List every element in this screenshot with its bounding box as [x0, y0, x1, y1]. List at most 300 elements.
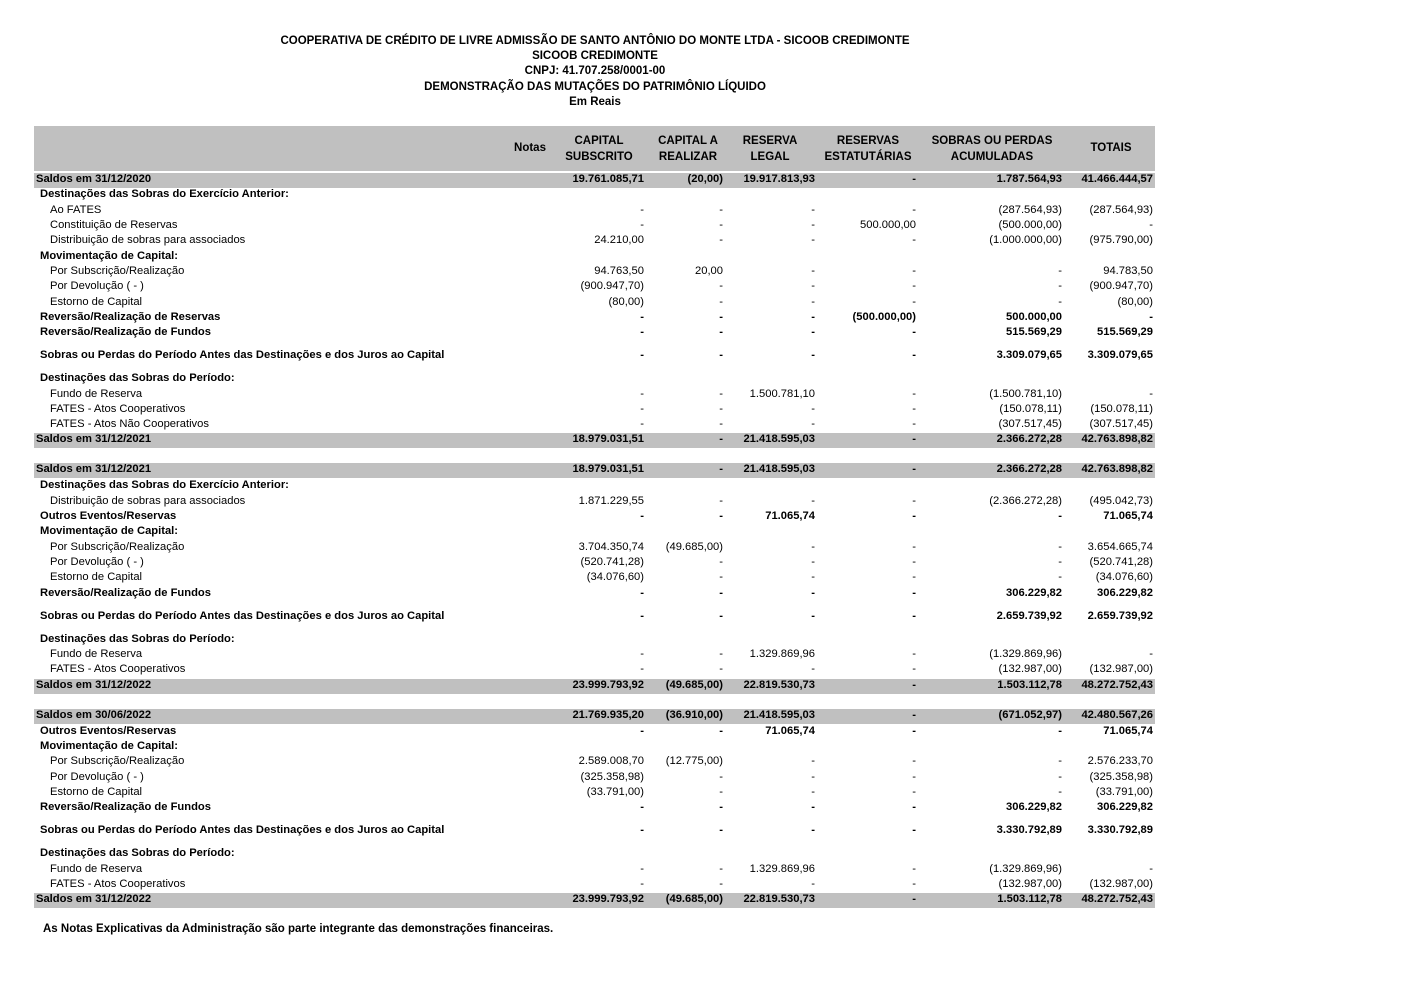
col-notas: Notas — [514, 142, 546, 154]
cell-totais: 71.065,74 — [1103, 510, 1153, 522]
row-label: Ao FATES — [50, 204, 102, 216]
cell-sobras-acumuladas: - — [1058, 786, 1062, 798]
cell-capital-subscrito: (80,00) — [608, 296, 644, 308]
cell-sobras-acumuladas: 515.569,29 — [1006, 326, 1062, 338]
cell-reservas-estatutarias: - — [912, 571, 916, 583]
cell-totais: (80,00) — [1117, 296, 1153, 308]
table-row — [34, 403, 1155, 417]
cell-reserva-legal: - — [811, 786, 815, 798]
cell-reservas-estatutarias: - — [912, 556, 916, 568]
cell-capital-subscrito: (325.358,98) — [580, 771, 644, 783]
cell-capital-a-realizar: - — [719, 234, 723, 246]
col-capital-subscrito-l1: CAPITAL — [574, 135, 624, 147]
cell-capital-a-realizar: - — [719, 349, 723, 361]
cnpj: CNPJ: 41.707.258/0001-00 — [524, 65, 666, 77]
cell-reservas-estatutarias: - — [912, 204, 916, 216]
col-totais: TOTAIS — [1090, 142, 1132, 154]
cell-reservas-estatutarias: - — [912, 433, 916, 445]
table-row — [34, 587, 1155, 601]
cell-reserva-legal: 71.065,74 — [765, 510, 815, 522]
cell-sobras-acumuladas: 2.366.272,28 — [996, 463, 1062, 475]
cell-reservas-estatutarias: - — [912, 824, 916, 836]
cell-reserva-legal: - — [811, 824, 815, 836]
cell-capital-a-realizar: - — [719, 280, 723, 292]
row-label: FATES - Atos Cooperativos — [50, 663, 186, 675]
table-row — [34, 296, 1155, 310]
row-label: Destinações das Sobras do Exercício Anterior: — [40, 188, 289, 200]
cell-sobras-acumuladas: 306.229,82 — [1006, 801, 1062, 813]
row-label: FATES - Atos Cooperativos — [50, 878, 186, 890]
cell-reservas-estatutarias: - — [912, 863, 916, 875]
cell-sobras-acumuladas: 1.787.564,93 — [996, 173, 1062, 185]
balance-row — [34, 893, 1155, 908]
statement-title: DEMONSTRAÇÃO DAS MUTAÇÕES DO PATRIMÔNIO LÍQUIDO — [424, 81, 766, 93]
cell-capital-subscrito: - — [640, 219, 644, 231]
cell-capital-a-realizar: - — [719, 388, 723, 400]
cell-totais: (307.517,45) — [1089, 418, 1153, 430]
balance-row — [34, 173, 1155, 188]
table-row — [34, 250, 1155, 264]
row-label: Movimentação de Capital: — [40, 525, 179, 537]
cell-totais: 306.229,82 — [1097, 587, 1153, 599]
cell-reservas-estatutarias: - — [912, 878, 916, 890]
cell-reserva-legal: - — [811, 771, 815, 783]
row-label: Fundo de Reserva — [50, 648, 143, 660]
cell-sobras-acumuladas: (2.366.272,28) — [989, 495, 1062, 507]
short-name: SICOOB CREDIMONTE — [532, 50, 658, 62]
cell-sobras-acumuladas: 1.503.112,78 — [997, 893, 1062, 905]
cell-reservas-estatutarias: (500.000,00) — [852, 311, 916, 323]
row-label: Saldos em 31/12/2021 — [36, 433, 152, 445]
cell-capital-a-realizar: (20,00) — [687, 173, 723, 185]
cell-sobras-acumuladas: (132.987,00) — [998, 663, 1062, 675]
table-row — [34, 525, 1155, 539]
cell-capital-a-realizar: - — [719, 326, 723, 338]
table-row — [34, 541, 1155, 555]
cell-sobras-acumuladas: (671.052,97) — [998, 709, 1062, 721]
cell-totais: 2.659.739,92 — [1087, 610, 1153, 622]
cell-reservas-estatutarias: - — [912, 786, 916, 798]
cell-reserva-legal: 1.329.869,96 — [749, 863, 815, 875]
footnote: As Notas Explicativas da Administração são parte integrante das demonstrações financeiras. — [43, 923, 554, 935]
cell-reservas-estatutarias: - — [912, 755, 916, 767]
cell-capital-a-realizar: - — [719, 648, 723, 660]
cell-capital-subscrito: - — [640, 878, 644, 890]
cell-capital-a-realizar: - — [719, 418, 723, 430]
cell-sobras-acumuladas: 500.000,00 — [1006, 311, 1062, 323]
cell-sobras-acumuladas: (500.000,00) — [998, 219, 1062, 231]
row-label: Saldos em 31/12/2022 — [36, 893, 152, 905]
cell-totais: (33.791,00) — [1095, 786, 1153, 798]
cell-sobras-acumuladas: (1.329.869,96) — [989, 863, 1062, 875]
cell-reservas-estatutarias: - — [912, 265, 916, 277]
row-label: Estorno de Capital — [50, 296, 143, 308]
cell-reserva-legal: - — [811, 663, 815, 675]
table-row — [34, 740, 1155, 754]
cell-reservas-estatutarias: - — [912, 587, 916, 599]
cell-capital-subscrito: - — [640, 663, 644, 675]
col-reserva-legal — [730, 134, 810, 165]
cell-reservas-estatutarias: - — [912, 173, 916, 185]
cell-totais: (900.947,70) — [1089, 280, 1153, 292]
cell-capital-a-realizar: - — [719, 204, 723, 216]
cell-sobras-acumuladas: (287.564,93) — [998, 204, 1062, 216]
cell-capital-a-realizar: - — [719, 510, 723, 522]
table-row — [34, 878, 1155, 892]
cell-capital-subscrito: 21.769.935,20 — [572, 709, 644, 721]
table-row — [34, 479, 1155, 493]
row-label: Reversão/Realização de Fundos — [40, 801, 211, 813]
table-row — [34, 418, 1155, 432]
cell-reservas-estatutarias: - — [912, 403, 916, 415]
cell-totais: 41.466.444,57 — [1081, 173, 1153, 185]
cell-capital-subscrito: 23.999.793,92 — [572, 679, 644, 691]
cell-capital-a-realizar: - — [719, 824, 723, 836]
cell-totais: 48.272.752,43 — [1081, 679, 1153, 691]
cell-sobras-acumuladas: (150.078,11) — [999, 403, 1062, 415]
cell-totais: 42.763.898,82 — [1081, 433, 1153, 445]
cell-reserva-legal: 22.819.530,73 — [743, 893, 815, 905]
row-label: Outros Eventos/Reservas — [40, 725, 177, 737]
cell-reserva-legal: - — [811, 418, 815, 430]
cell-totais: 3.309.079,65 — [1087, 349, 1153, 361]
cell-reserva-legal: 19.917.813,93 — [743, 173, 815, 185]
row-label: Distribuição de sobras para associados — [50, 495, 246, 507]
cell-reserva-legal: - — [811, 296, 815, 308]
cell-capital-subscrito: - — [640, 349, 644, 361]
cell-sobras-acumuladas: - — [1058, 755, 1062, 767]
table-row — [34, 786, 1155, 800]
cell-totais: (325.358,98) — [1089, 771, 1153, 783]
cell-capital-a-realizar: - — [719, 786, 723, 798]
cell-capital-subscrito: - — [640, 418, 644, 430]
cell-capital-subscrito: - — [640, 326, 644, 338]
cell-reserva-legal: 1.500.781,10 — [749, 388, 815, 400]
table-row — [34, 188, 1155, 202]
cell-reservas-estatutarias: - — [912, 801, 916, 813]
col-sobras — [922, 134, 1062, 165]
cell-reserva-legal: - — [811, 349, 815, 361]
cell-reservas-estatutarias: - — [912, 725, 916, 737]
row-label: Outros Eventos/Reservas — [40, 510, 177, 522]
col-capital-subscrito — [552, 134, 646, 165]
cell-capital-subscrito: (900.947,70) — [580, 280, 644, 292]
table-row — [34, 388, 1155, 402]
cell-totais: (287.564,93) — [1089, 204, 1153, 216]
cell-reserva-legal: - — [811, 403, 815, 415]
cell-sobras-acumuladas: 3.309.079,65 — [996, 349, 1062, 361]
row-label: Sobras ou Perdas do Período Antes das Destinações e dos Juros ao Capital — [40, 824, 445, 836]
currency-unit: Em Reais — [569, 96, 621, 108]
cell-capital-a-realizar: - — [719, 219, 723, 231]
cell-sobras-acumuladas: 3.330.792,89 — [996, 824, 1062, 836]
cell-capital-subscrito: - — [640, 510, 644, 522]
cell-capital-subscrito: 3.704.350,74 — [578, 541, 644, 553]
cell-reserva-legal: - — [811, 541, 815, 553]
cell-sobras-acumuladas: - — [1058, 771, 1062, 783]
col-capital-a-realizar-l2: REALIZAR — [658, 150, 718, 163]
cell-reserva-legal: 22.819.530,73 — [743, 679, 815, 691]
cell-totais: - — [1149, 311, 1153, 323]
cell-capital-a-realizar: - — [719, 403, 723, 415]
cell-capital-subscrito: 18.979.031,51 — [572, 463, 644, 475]
row-label: Fundo de Reserva — [50, 388, 143, 400]
col-capital-a-realizar — [646, 134, 730, 165]
cell-reservas-estatutarias: - — [912, 495, 916, 507]
cell-totais: (132.987,00) — [1089, 878, 1153, 890]
row-label: Reversão/Realização de Fundos — [40, 326, 211, 338]
cell-capital-subscrito: - — [640, 311, 644, 323]
table-row — [34, 801, 1155, 815]
cell-capital-subscrito: - — [640, 388, 644, 400]
cell-capital-subscrito: - — [640, 801, 644, 813]
row-label: Por Devolução ( - ) — [50, 280, 144, 292]
balance-row — [34, 433, 1155, 448]
cell-totais: (150.078,11) — [1090, 403, 1153, 415]
cell-reservas-estatutarias: - — [912, 280, 916, 292]
cell-capital-subscrito: 18.979.031,51 — [572, 433, 644, 445]
cell-sobras-acumuladas: - — [1058, 265, 1062, 277]
cell-sobras-acumuladas: (1.500.781,10) — [989, 388, 1062, 400]
row-label: Fundo de Reserva — [50, 863, 143, 875]
row-label: Destinações das Sobras do Período: — [40, 847, 235, 859]
cell-sobras-acumuladas: - — [1058, 571, 1062, 583]
cell-capital-subscrito: - — [640, 648, 644, 660]
table-row — [34, 610, 1155, 624]
cell-capital-a-realizar: - — [719, 587, 723, 599]
balance-row — [34, 679, 1155, 694]
row-label: Sobras ou Perdas do Período Antes das Destinações e dos Juros ao Capital — [40, 349, 445, 361]
cell-totais: 42.480.567,26 — [1081, 709, 1153, 721]
cell-totais: 3.654.665,74 — [1087, 541, 1153, 553]
cell-capital-a-realizar: - — [719, 610, 723, 622]
cell-reserva-legal: 21.418.595,03 — [743, 709, 815, 721]
cell-reserva-legal: - — [811, 556, 815, 568]
cell-capital-subscrito: 19.761.085,71 — [572, 173, 644, 185]
cell-capital-a-realizar: - — [719, 433, 723, 445]
cell-reservas-estatutarias: - — [912, 709, 916, 721]
cell-sobras-acumuladas: - — [1058, 541, 1062, 553]
table-row — [34, 234, 1155, 248]
cell-totais: - — [1149, 648, 1153, 660]
row-label: Reversão/Realização de Reservas — [40, 311, 221, 323]
cell-totais: 42.763.898,82 — [1081, 463, 1153, 475]
cell-capital-subscrito: - — [640, 610, 644, 622]
cell-capital-subscrito: - — [640, 824, 644, 836]
cell-capital-a-realizar: - — [719, 771, 723, 783]
cell-totais: 515.569,29 — [1097, 326, 1153, 338]
cell-reserva-legal: - — [811, 234, 815, 246]
cell-reservas-estatutarias: - — [912, 349, 916, 361]
table-row — [34, 556, 1155, 570]
row-label: Movimentação de Capital: — [40, 250, 179, 262]
table-row — [34, 571, 1155, 585]
table-row — [34, 204, 1155, 218]
cell-reserva-legal: - — [811, 204, 815, 216]
cell-reserva-legal: - — [811, 587, 815, 599]
row-label: Saldos em 31/12/2020 — [36, 173, 152, 185]
cell-sobras-acumuladas: (132.987,00) — [998, 878, 1062, 890]
cell-totais: (132.987,00) — [1089, 663, 1153, 675]
table-row — [34, 349, 1155, 363]
cell-totais: (520.741,28) — [1089, 556, 1153, 568]
table-row — [34, 648, 1155, 662]
cell-totais: - — [1149, 863, 1153, 875]
table-row — [34, 510, 1155, 524]
row-label: FATES - Atos Cooperativos — [50, 403, 186, 415]
table-row — [34, 326, 1155, 340]
column-header-bar — [34, 126, 1155, 171]
row-label: Destinações das Sobras do Período: — [40, 633, 235, 645]
row-label: Distribuição de sobras para associados — [50, 234, 246, 246]
row-label: Por Subscrição/Realização — [50, 265, 185, 277]
cell-reserva-legal: - — [811, 878, 815, 890]
cell-reservas-estatutarias: - — [912, 234, 916, 246]
row-label: Por Subscrição/Realização — [50, 755, 185, 767]
table-row — [34, 219, 1155, 233]
cell-totais: - — [1149, 388, 1153, 400]
cell-reservas-estatutarias: - — [912, 893, 916, 905]
cell-reserva-legal: - — [811, 755, 815, 767]
table-row — [34, 280, 1155, 294]
row-label: Reversão/Realização de Fundos — [40, 587, 211, 599]
cell-capital-a-realizar: - — [719, 311, 723, 323]
balance-row — [34, 463, 1155, 478]
cell-capital-a-realizar: - — [719, 863, 723, 875]
col-reservas-estatutarias-l2: ESTATUTÁRIAS — [824, 150, 912, 163]
cell-sobras-acumuladas: 1.503.112,78 — [997, 679, 1062, 691]
cell-reserva-legal: - — [811, 801, 815, 813]
col-sobras-l2: ACUMULADAS — [950, 150, 1034, 163]
row-label: Saldos em 31/12/2022 — [36, 679, 152, 691]
col-reservas-estatutarias-l1: RESERVAS — [836, 135, 900, 147]
cell-totais: 71.065,74 — [1103, 725, 1153, 737]
cell-capital-subscrito: 23.999.793,92 — [572, 893, 644, 905]
col-reserva-legal-l2: LEGAL — [750, 150, 790, 163]
cell-capital-subscrito: - — [640, 204, 644, 216]
cell-capital-subscrito: - — [640, 725, 644, 737]
cell-capital-a-realizar: (49.685,00) — [665, 541, 723, 553]
cell-reserva-legal: - — [811, 495, 815, 507]
col-reservas-estatutarias — [814, 134, 922, 165]
cell-totais: 94.783,50 — [1103, 265, 1153, 277]
cell-reserva-legal: 1.329.869,96 — [749, 648, 815, 660]
row-label: Destinações das Sobras do Exercício Anterior: — [40, 479, 289, 491]
table-row — [34, 824, 1155, 838]
table-row — [34, 265, 1155, 279]
cell-sobras-acumuladas: (1.000.000,00) — [989, 234, 1062, 246]
cell-reserva-legal: - — [811, 610, 815, 622]
cooperative-name: COOPERATIVA DE CRÉDITO DE LIVRE ADMISSÃO DE SANTO ANTÔNIO DO MONTE LTDA - SICOOB CREDIMONTE — [280, 35, 910, 47]
cell-reserva-legal: - — [811, 265, 815, 277]
cell-capital-subscrito: (33.791,00) — [586, 786, 644, 798]
table-row — [34, 633, 1155, 647]
cell-capital-a-realizar: (36.910,00) — [665, 709, 723, 721]
table-row — [34, 725, 1155, 739]
cell-sobras-acumuladas: 306.229,82 — [1006, 587, 1062, 599]
cell-capital-subscrito: (520.741,28) — [580, 556, 644, 568]
table-row — [34, 847, 1155, 861]
cell-reservas-estatutarias: - — [912, 679, 916, 691]
cell-sobras-acumuladas: 2.659.739,92 — [996, 610, 1062, 622]
cell-capital-subscrito: - — [640, 403, 644, 415]
row-label: Por Devolução ( - ) — [50, 771, 144, 783]
cell-capital-subscrito: 1.871.229,55 — [578, 495, 644, 507]
cell-reservas-estatutarias: - — [912, 418, 916, 430]
cell-totais: (975.790,00) — [1089, 234, 1153, 246]
cell-reserva-legal: - — [811, 280, 815, 292]
cell-totais: 48.272.752,43 — [1081, 893, 1153, 905]
table-row — [34, 372, 1155, 386]
cell-capital-subscrito: 24.210,00 — [594, 234, 644, 246]
cell-reservas-estatutarias: - — [912, 510, 916, 522]
cell-capital-a-realizar: - — [719, 801, 723, 813]
cell-capital-a-realizar: - — [719, 463, 723, 475]
row-label: Sobras ou Perdas do Período Antes das Destinações e dos Juros ao Capital — [40, 610, 445, 622]
cell-totais: - — [1149, 219, 1153, 231]
cell-reservas-estatutarias: - — [912, 771, 916, 783]
col-capital-a-realizar-l1: CAPITAL A — [658, 135, 718, 147]
row-label: Estorno de Capital — [50, 571, 143, 583]
cell-reservas-estatutarias: - — [912, 388, 916, 400]
cell-capital-subscrito: 94.763,50 — [594, 265, 644, 277]
row-label: Estorno de Capital — [50, 786, 143, 798]
col-sobras-l1: SOBRAS OU PERDAS — [931, 135, 1053, 147]
cell-sobras-acumuladas: - — [1058, 280, 1062, 292]
col-capital-subscrito-l2: SUBSCRITO — [565, 150, 633, 163]
cell-sobras-acumuladas: - — [1058, 725, 1062, 737]
cell-sobras-acumuladas: 2.366.272,28 — [996, 433, 1062, 445]
cell-reserva-legal: - — [811, 326, 815, 338]
cell-capital-a-realizar: - — [719, 571, 723, 583]
cell-sobras-acumuladas: (1.329.869,96) — [989, 648, 1062, 660]
cell-reservas-estatutarias: - — [912, 648, 916, 660]
cell-capital-subscrito: 2.589.008,70 — [578, 755, 644, 767]
cell-capital-a-realizar: - — [719, 663, 723, 675]
row-label: Saldos em 30/06/2022 — [36, 709, 152, 721]
row-label: Constituição de Reservas — [50, 219, 178, 231]
table-row — [34, 663, 1155, 677]
table-row — [34, 755, 1155, 769]
cell-capital-a-realizar: - — [719, 556, 723, 568]
table-row — [34, 311, 1155, 325]
cell-reserva-legal: 21.418.595,03 — [743, 463, 815, 475]
table-row — [34, 771, 1155, 785]
cell-reservas-estatutarias: - — [912, 296, 916, 308]
cell-reservas-estatutarias: - — [912, 610, 916, 622]
table-row — [34, 863, 1155, 877]
col-reserva-legal-l1: RESERVA — [742, 135, 798, 147]
cell-reserva-legal: - — [811, 571, 815, 583]
cell-reservas-estatutarias: - — [912, 663, 916, 675]
row-label: FATES - Atos Não Cooperativos — [50, 418, 209, 430]
cell-capital-a-realizar: - — [719, 495, 723, 507]
cell-capital-a-realizar: (12.775,00) — [665, 755, 723, 767]
cell-reservas-estatutarias: - — [912, 541, 916, 553]
row-label: Por Subscrição/Realização — [50, 541, 185, 553]
cell-sobras-acumuladas: (307.517,45) — [998, 418, 1062, 430]
cell-totais: 3.330.792,89 — [1087, 824, 1153, 836]
cell-reserva-legal: - — [811, 311, 815, 323]
cell-reserva-legal: 71.065,74 — [765, 725, 815, 737]
cell-sobras-acumuladas: - — [1058, 296, 1062, 308]
cell-sobras-acumuladas: - — [1058, 556, 1062, 568]
cell-capital-a-realizar: - — [719, 878, 723, 890]
cell-capital-a-realizar: - — [719, 296, 723, 308]
cell-reserva-legal: 21.418.595,03 — [743, 433, 815, 445]
row-label: Movimentação de Capital: — [40, 740, 179, 752]
row-label: Por Devolução ( - ) — [50, 556, 144, 568]
